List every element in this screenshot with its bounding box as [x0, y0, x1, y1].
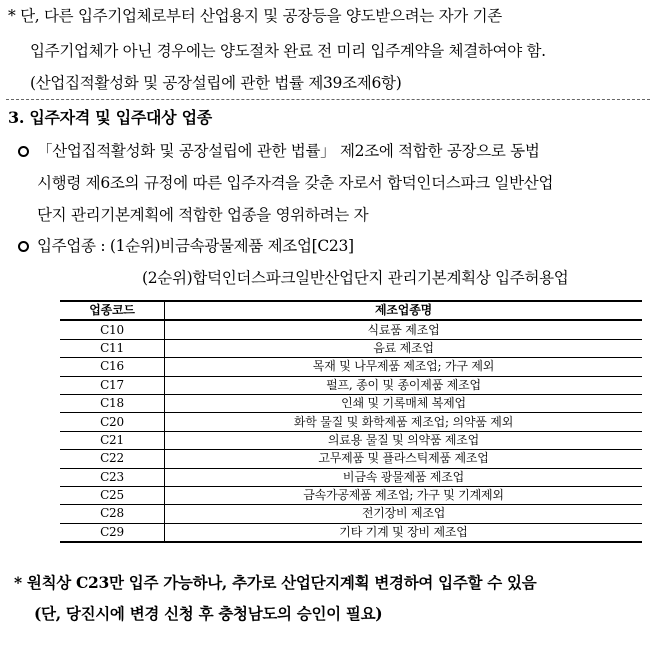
- footer-line-2: (단, 당진시에 변경 신청 후 충청남도의 승인이 필요): [34, 604, 383, 623]
- table-row: [60, 450, 642, 468]
- section-divider: [6, 99, 650, 100]
- name-cell: 식료품 제조업: [165, 320, 643, 339]
- qualification-line-1: 「산업집적활성화 및 공장설립에 관한 법률」 제2조에 적합한 공장으로 동법: [37, 142, 540, 160]
- code-cell: C23: [60, 468, 165, 486]
- footer-line-1: * 원칙상 C23만 입주 가능하나, 추가로 산업단지계획 변경하여 입주할 수 있음: [14, 573, 537, 592]
- table-row: [60, 431, 642, 449]
- name-cell: 인쇄 및 기록매체 복제업: [165, 394, 643, 412]
- code-cell: C21: [60, 431, 165, 449]
- header-name: 제조업종명: [165, 301, 643, 320]
- table-row: [60, 376, 642, 394]
- qualification-line-2: 시행령 제6조의 규정에 따른 입주자격을 갖춘 자로서 합덕인더스파크 일반산업: [37, 174, 554, 192]
- name-cell: 의료용 물질 및 의약품 제조업: [165, 431, 643, 449]
- code-cell: C28: [60, 505, 165, 523]
- header-code: 업종코드: [60, 301, 165, 320]
- bullet-circle-icon: [18, 146, 29, 157]
- name-cell: 기타 기계 및 장비 제조업: [165, 523, 643, 542]
- code-cell: C29: [60, 523, 165, 542]
- industry-code-table: [60, 300, 642, 543]
- industries-line-1: 입주업종 : (1순위)비금속광물제품 제조업[C23]: [37, 237, 354, 255]
- table-row: [60, 413, 642, 431]
- industries-line-2: (2순위)합덕인더스파크일반산업단지 관리기본계획상 입주허용업: [142, 269, 569, 287]
- qualification-line-3: 단지 관리기본계획에 적합한 업종을 영위하려는 자: [37, 206, 369, 224]
- section-title: 3. 입주자격 및 입주대상 업종: [8, 108, 212, 127]
- table-header-row: [60, 301, 642, 320]
- name-cell: 음료 제조업: [165, 339, 643, 357]
- name-cell: 화학 물질 및 화학제품 제조업; 의약품 제외: [165, 413, 643, 431]
- name-cell: 전기장비 제조업: [165, 505, 643, 523]
- notice-line-2: 입주기업체가 아닌 경우에는 양도절차 완료 전 미리 입주계약을 체결하여야 함.: [30, 42, 546, 60]
- bullet-circle-icon: [18, 241, 29, 252]
- table-row: [60, 394, 642, 412]
- name-cell: 금속가공제품 제조업; 가구 및 기계제외: [165, 486, 643, 504]
- table-row: [60, 358, 642, 376]
- name-cell: 목재 및 나무제품 제조업; 가구 제외: [165, 358, 643, 376]
- notice-line-3: (산업집적활성화 및 공장설립에 관한 법률 제39조제6항): [30, 74, 402, 92]
- name-cell: 펄프, 종이 및 종이제품 제조업: [165, 376, 643, 394]
- name-cell: 고무제품 및 플라스틱제품 제조업: [165, 450, 643, 468]
- name-cell: 비금속 광물제품 제조업: [165, 468, 643, 486]
- notice-line-1: * 단, 다른 입주기업체로부터 산업용지 및 공장등을 양도받으려는 자가 기존: [8, 7, 502, 25]
- code-cell: C16: [60, 358, 165, 376]
- code-cell: C25: [60, 486, 165, 504]
- code-cell: C11: [60, 339, 165, 357]
- code-cell: C18: [60, 394, 165, 412]
- code-cell: C10: [60, 320, 165, 339]
- code-cell: C20: [60, 413, 165, 431]
- table-row: [60, 320, 642, 339]
- table-row: [60, 523, 642, 542]
- table-row: [60, 468, 642, 486]
- table-row: [60, 339, 642, 357]
- code-cell: C22: [60, 450, 165, 468]
- table-row: [60, 486, 642, 504]
- table-row: [60, 505, 642, 523]
- code-cell: C17: [60, 376, 165, 394]
